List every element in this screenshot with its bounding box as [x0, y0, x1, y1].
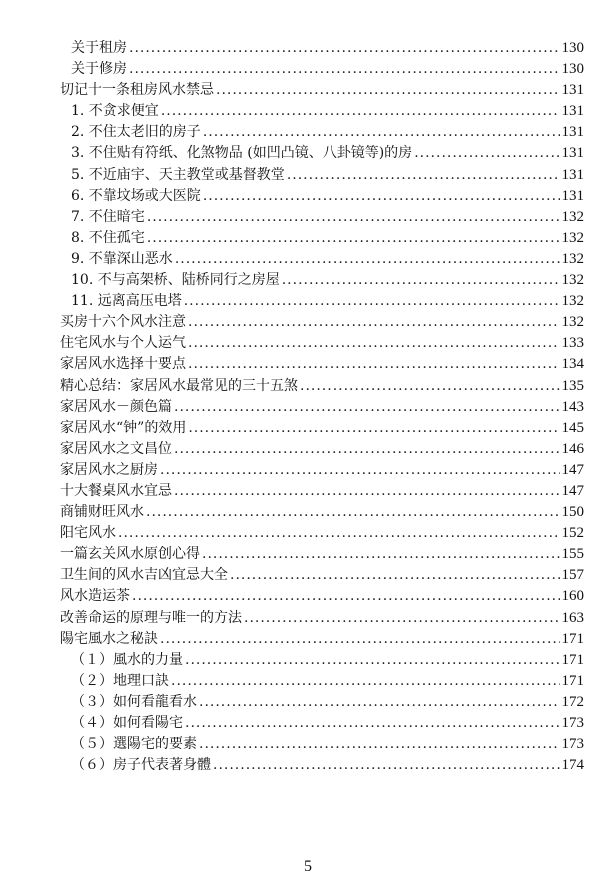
dot-leader [147, 207, 560, 228]
toc-entry-title: 5. 不近庙宇、天主教堂或基督教堂 [71, 166, 285, 183]
toc-entry[interactable] [60, 460, 584, 481]
toc-entry-title: （６）房子代表著身體 [71, 757, 211, 774]
toc-entry-title: （３）如何看龍看水 [71, 693, 197, 710]
dot-leader [175, 249, 560, 270]
toc-entry[interactable] [60, 439, 584, 460]
toc-entry-title: 改善命运的原理与唯一的方法 [60, 609, 242, 626]
toc-entry[interactable] [60, 143, 584, 164]
toc-entry-title: （４）如何看陽宅 [71, 715, 183, 731]
toc-entry[interactable] [60, 713, 584, 734]
dot-leader [213, 755, 560, 776]
toc-entry-title: 3. 不住贴有符纸、化煞物品 (如凹凸镜、八卦镜等)的房 [71, 145, 413, 162]
toc-entry-page: 132 [561, 208, 584, 225]
toc-entry[interactable] [60, 101, 584, 122]
toc-entry[interactable] [60, 59, 584, 80]
toc-entry-title: 风水造运茶 [60, 588, 130, 605]
dot-leader [188, 418, 559, 439]
toc-entry[interactable] [60, 291, 584, 312]
toc-entry[interactable] [60, 608, 584, 629]
toc-entry-page: 147 [561, 482, 584, 499]
dot-leader [203, 122, 560, 143]
toc-entry-page: 132 [561, 229, 584, 246]
toc-entry-title: 十大餐桌风水宜忌 [60, 482, 172, 499]
dot-leader [199, 734, 560, 755]
toc-entry[interactable] [60, 80, 584, 101]
toc-entry[interactable] [60, 502, 584, 523]
toc-entry-page: 131 [561, 187, 584, 204]
dot-leader [161, 101, 560, 122]
dot-leader [188, 333, 560, 354]
toc-entry-title: 9. 不靠深山恶水 [71, 250, 173, 267]
dot-leader [414, 143, 559, 164]
toc-entry-page: 135 [561, 377, 584, 394]
toc-entry-title: 家居风水之文昌位 [60, 440, 172, 457]
toc-entry-page: 130 [561, 40, 584, 56]
dot-leader [174, 397, 560, 418]
dot-leader [188, 312, 560, 333]
toc-entry-page: 143 [561, 398, 584, 415]
toc-entry-page: 150 [561, 504, 584, 521]
toc-entry[interactable] [60, 165, 584, 186]
table-of-contents [60, 38, 584, 776]
toc-entry[interactable] [60, 38, 584, 59]
toc-entry[interactable] [60, 481, 584, 502]
toc-entry-page: 155 [561, 546, 584, 563]
dot-leader [174, 481, 560, 502]
toc-entry-title: 陽宅風水之秘訣 [60, 630, 158, 647]
dot-leader [160, 629, 560, 650]
dot-leader [202, 544, 560, 565]
toc-entry-title: （１）風水的力量 [71, 651, 183, 668]
toc-entry[interactable] [60, 523, 584, 544]
toc-entry[interactable] [60, 755, 584, 776]
toc-entry-title: 卫生间的风水吉凶宜忌大全 [60, 567, 228, 584]
toc-entry-page: 147 [561, 461, 584, 478]
toc-entry-page: 174 [561, 757, 584, 774]
toc-entry-title: 关于修房 [71, 61, 127, 78]
dot-leader [216, 80, 560, 101]
dot-leader [171, 671, 560, 692]
dot-leader [230, 565, 560, 586]
toc-entry-page: 157 [561, 567, 584, 584]
toc-entry-title: 11. 远离高压电塔 [71, 293, 182, 310]
toc-entry[interactable] [60, 671, 584, 692]
dot-leader [199, 692, 560, 713]
toc-entry-page: 130 [561, 61, 584, 78]
dot-leader [300, 376, 560, 397]
toc-entry[interactable] [60, 333, 584, 354]
toc-entry-page: 146 [561, 440, 584, 457]
toc-entry[interactable] [60, 249, 584, 270]
toc-entry-page: 132 [561, 314, 584, 331]
toc-entry-page: 132 [561, 293, 584, 310]
toc-entry-page: 163 [561, 609, 584, 626]
toc-entry-title: 切记十一条租房风水禁忌 [60, 82, 214, 99]
toc-entry[interactable] [60, 270, 584, 291]
dot-leader [287, 165, 560, 186]
toc-entry-title: 10. 不与高架桥、陆桥同行之房屋 [71, 272, 280, 289]
dot-leader [244, 608, 560, 629]
toc-entry-title: 2. 不住太老旧的房子 [71, 124, 201, 141]
toc-entry[interactable] [60, 586, 584, 607]
toc-entry[interactable] [60, 354, 584, 375]
toc-entry-page: 131 [561, 124, 584, 141]
dot-leader [185, 650, 560, 671]
dot-leader [129, 38, 560, 59]
toc-entry-page: 171 [561, 630, 584, 647]
toc-entry-page: 132 [561, 250, 584, 267]
page-number: 5 [304, 858, 312, 875]
toc-entry-title: 买房十六个风水注意 [60, 314, 186, 331]
toc-entry-page: 133 [561, 335, 584, 352]
toc-entry-title: 家居风水“钟”的效用 [60, 419, 187, 436]
dot-leader [132, 586, 560, 607]
toc-entry[interactable] [60, 692, 584, 713]
dot-leader [118, 523, 560, 544]
dot-leader [146, 502, 560, 523]
toc-entry-title: 7. 不住暗宅 [71, 208, 145, 225]
toc-entry[interactable] [60, 650, 584, 671]
toc-entry-title: 一篇玄关风水原创心得 [60, 546, 200, 563]
toc-entry[interactable] [60, 186, 584, 207]
toc-entry-page: 131 [561, 166, 584, 183]
toc-entry-title: （５）選陽宅的要素 [71, 736, 197, 753]
toc-entry[interactable] [60, 207, 584, 228]
toc-entry-title: 6. 不靠坟场或大医院 [71, 187, 201, 204]
toc-entry-title: 家居风水－颜色篇 [60, 398, 172, 415]
dot-leader [282, 270, 560, 291]
toc-entry[interactable] [60, 734, 584, 755]
toc-entry-title: 1. 不贪求便宜 [71, 103, 159, 120]
toc-entry[interactable] [60, 228, 584, 249]
toc-entry-title: 8. 不住孤宅 [71, 229, 145, 246]
toc-entry-title: 家居风水选择十要点 [60, 356, 186, 373]
toc-entry[interactable] [60, 544, 584, 565]
toc-entry-page: 131 [561, 82, 584, 99]
toc-entry-title: 家居风水之厨房 [60, 461, 158, 478]
dot-leader [188, 354, 560, 375]
dot-leader [203, 186, 560, 207]
toc-entry-page: 132 [561, 272, 584, 289]
dot-leader [129, 59, 560, 80]
toc-entry-page: 173 [561, 715, 584, 731]
toc-entry-page: 160 [561, 588, 584, 605]
dot-leader [185, 713, 560, 734]
toc-entry-title: 住宅风水与个人运气 [60, 335, 186, 352]
toc-entry-page: 171 [561, 672, 584, 689]
toc-entry[interactable] [60, 629, 584, 650]
toc-entry-page: 152 [561, 525, 584, 542]
toc-entry-page: 171 [561, 651, 584, 668]
toc-entry-page: 145 [561, 419, 584, 436]
dot-leader [174, 439, 560, 460]
toc-entry[interactable] [60, 418, 584, 439]
toc-entry[interactable] [60, 376, 584, 397]
toc-entry[interactable] [60, 565, 584, 586]
toc-entry-title: 阳宅风水 [60, 525, 116, 542]
toc-entry[interactable] [60, 397, 584, 418]
toc-entry-page: 173 [561, 736, 584, 753]
dot-leader [160, 460, 560, 481]
toc-entry[interactable] [60, 122, 584, 143]
toc-entry-title: 精心总结：家居风水最常见的三十五煞 [60, 377, 298, 394]
toc-entry[interactable] [60, 312, 584, 333]
toc-entry-page: 172 [561, 693, 584, 710]
toc-entry-title: （２）地理口訣 [71, 672, 169, 689]
dot-leader [184, 291, 560, 312]
toc-entry-page: 131 [561, 145, 584, 162]
toc-entry-title: 关于租房 [71, 40, 127, 56]
toc-entry-page: 134 [561, 356, 584, 373]
toc-entry-title: 商铺财旺风水 [60, 504, 144, 521]
toc-entry-page: 131 [561, 103, 584, 120]
dot-leader [147, 228, 560, 249]
